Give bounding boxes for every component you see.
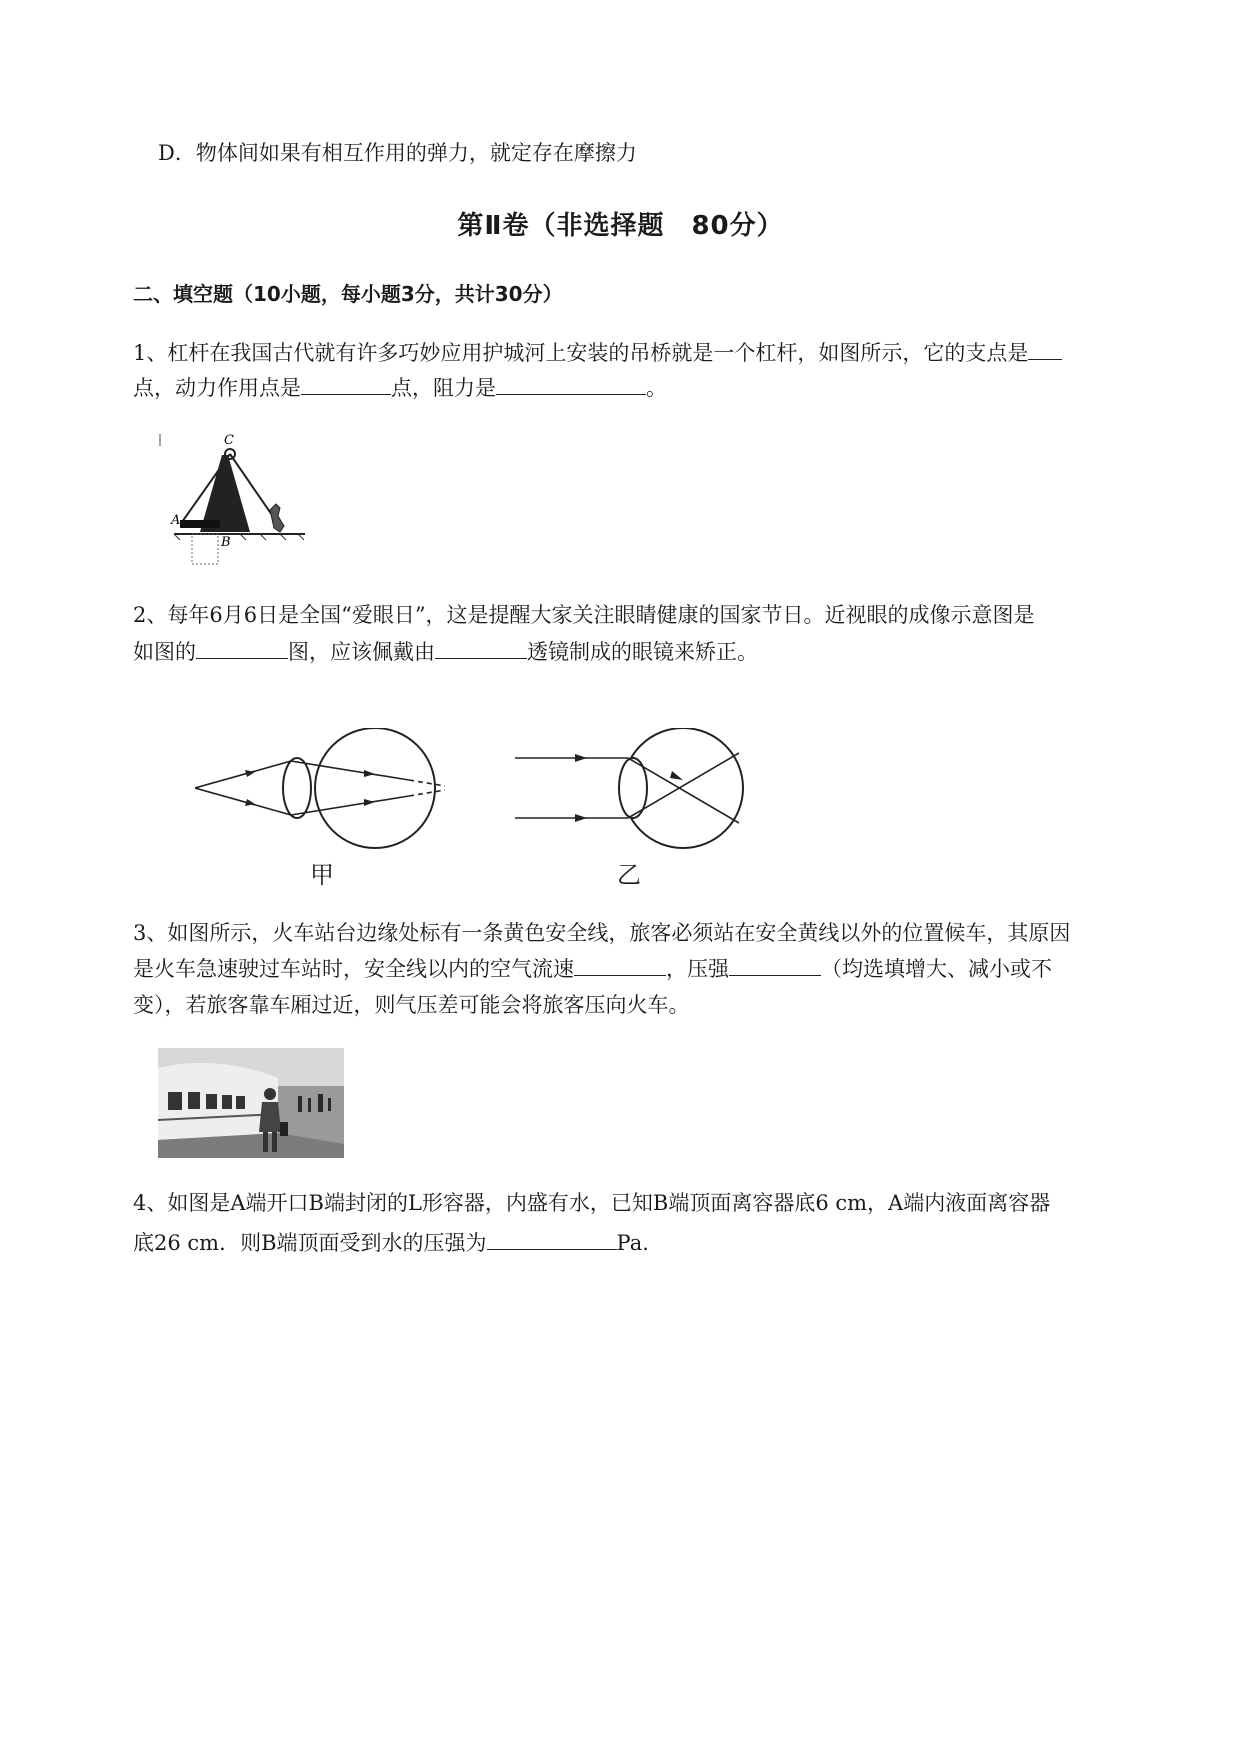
question-2-line-1	[133, 600, 1035, 630]
question-1-line-2	[133, 372, 667, 403]
answer-blank-effort-point[interactable]	[301, 372, 391, 395]
part-title: 第Ⅱ卷（非选择题 80分）	[457, 211, 784, 241]
question-3-line-2	[133, 953, 1052, 984]
section-heading: 二、填空题（10小题，每小题3分，共计30分）	[133, 282, 563, 306]
question-3-text-4: （均选填增大、减小或不	[821, 957, 1052, 981]
question-1-text-4: 。	[646, 376, 667, 400]
figure-label-c: C	[224, 433, 234, 448]
question-2-text: 2、每年6月6日是全国“爱眼日”，这是提醒大家关注眼睛健康的国家节日。近视眼的成像示意图是	[133, 603, 1035, 627]
train-platform-photo	[158, 1048, 344, 1158]
question-4-text: 4、如图是A端开口B端封闭的L形容器，内盛有水，已知B端顶面离容器底6 cm，A端内液面离容器	[133, 1191, 1051, 1215]
question-4-line-2	[133, 1227, 649, 1258]
question-1-line-1	[133, 337, 1062, 368]
question-3-line-3	[133, 990, 690, 1020]
drawbridge-figure	[150, 430, 310, 568]
answer-blank-fulcrum[interactable]	[1028, 337, 1062, 360]
question-4-line-1	[133, 1188, 1050, 1218]
answer-blank-figure[interactable]	[196, 636, 288, 659]
figure-label-a: A	[171, 513, 181, 528]
question-3-line-1	[133, 918, 1070, 948]
question-1-text-2: 点，动力作用点是	[133, 376, 301, 400]
question-3-text-3: ，压强	[666, 957, 729, 981]
question-3-text-5: 变），若旅客靠车厢过近，则气压差可能会将旅客压向火车。	[133, 993, 690, 1017]
answer-blank-resistance[interactable]	[496, 372, 646, 395]
question-4-text-2: 底26 cm．则B端顶面受到水的压强为	[133, 1231, 487, 1255]
question-3-text: 3、如图所示，火车站台边缘处标有一条黄色安全线，旅客必须站在安全黄线以外的位置候车，其原因	[133, 921, 1071, 945]
answer-blank-air-speed[interactable]	[574, 953, 666, 976]
eye-diagram-left	[195, 728, 455, 850]
question-4-text-3: Pa.	[616, 1231, 649, 1255]
eye-caption-left: 甲	[310, 861, 334, 889]
question-3-text-2: 是火车急速驶过车站时，安全线以内的空气流速	[133, 957, 574, 981]
eye-diagram-right	[515, 728, 755, 850]
answer-blank-lens[interactable]	[435, 636, 527, 659]
question-2-text-2: 如图的	[133, 640, 196, 664]
eye-caption-right: 乙	[617, 861, 641, 889]
answer-blank-water-pressure[interactable]	[487, 1227, 617, 1250]
question-2-line-2	[133, 636, 758, 667]
option-d: D．物体间如果有相互作用的弹力，就定存在摩擦力	[158, 141, 637, 165]
answer-blank-pressure[interactable]	[729, 953, 821, 976]
question-2-text-3: 图，应该佩戴由	[288, 640, 435, 664]
question-1-text: 1、杠杆在我国古代就有许多巧妙应用护城河上安装的吊桥就是一个杠杆，如图所示，它的支点是	[133, 341, 1029, 365]
question-1-text-3: 点，阻力是	[391, 376, 496, 400]
question-2-text-4: 透镜制成的眼镜来矫正。	[527, 640, 758, 664]
figure-label-b: B	[221, 535, 231, 550]
